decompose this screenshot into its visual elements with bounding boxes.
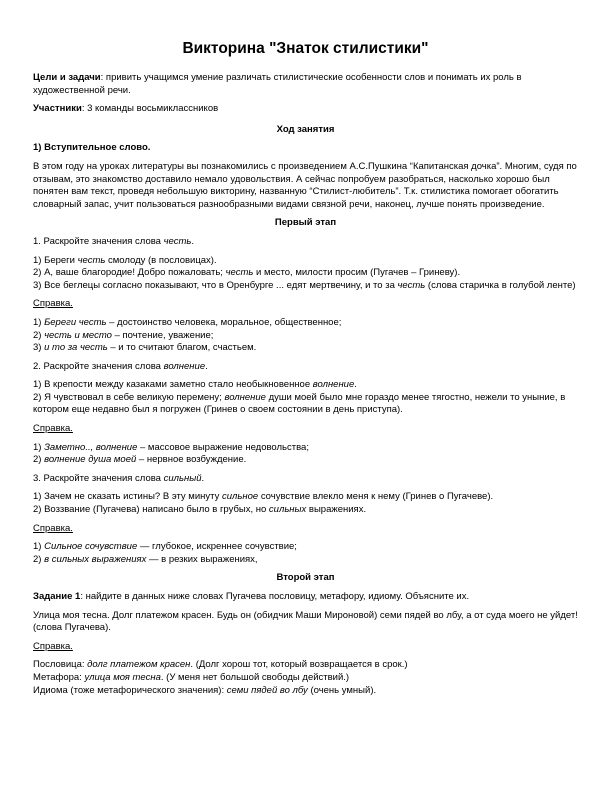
participants-text: : 3 команды восьмиклассников xyxy=(81,103,219,115)
goals-paragraph xyxy=(33,72,578,97)
task3-ref2-b: в сильных выражениях xyxy=(44,553,147,565)
task2-ex2-b: волнение xyxy=(224,391,266,403)
stage2-ans3-b: семи пядей во лбу xyxy=(226,684,308,696)
task2-ex2-a: 2) Я чувствовал в себе великую перемену; xyxy=(33,391,225,403)
task2-reference-label: Справка. xyxy=(33,423,73,435)
task1-reference xyxy=(33,317,578,355)
task3-prompt-text: 3. Раскройте значения слова xyxy=(33,472,164,484)
task3-reference xyxy=(33,541,578,566)
task1-ref2-b: честь и место xyxy=(44,329,112,341)
task2-reference xyxy=(33,442,578,467)
task1-ref1-a: 1) xyxy=(33,316,45,328)
task2-examples xyxy=(33,379,578,417)
task3-ref1-b: Сильное сочувствие xyxy=(44,541,138,553)
stage2-ans1-c: . (Долг хорош тот, который возвращается в срок.) xyxy=(190,659,408,671)
task2-ref2-c: – нервное возбуждение. xyxy=(136,454,247,466)
task1-ex2-b: честь xyxy=(225,267,254,279)
task2-ref2-b: волнение душа моей xyxy=(44,454,137,466)
task3-ref1-a: 1) xyxy=(33,541,45,553)
stage2-reference xyxy=(33,659,578,697)
task1-ex2-a: 2) А, ваше благородие! Добро пожаловать; xyxy=(33,267,226,279)
stage2-task-label: Задание 1 xyxy=(33,591,81,602)
page-title: Викторина "Знаток стилистики" xyxy=(182,40,429,57)
goals-label: Цели и задачи xyxy=(33,72,101,83)
task3-ref2-c: — в резких выражениях, xyxy=(146,553,258,565)
task3-ex2-c: выражениях. xyxy=(306,504,367,516)
task1-ref3-b: и то за честь xyxy=(44,342,108,354)
task1-word: честь xyxy=(163,235,192,247)
task1-ref2-a: 2) xyxy=(33,329,45,341)
stage2-reference-label: Справка. xyxy=(33,640,73,652)
task1-ex3-a: 3) Все беглецы согласно показывают, что в Оренбурге ... едят мертвечину, и то за xyxy=(33,279,398,291)
task1-ref2-c: – почтение, уважение; xyxy=(111,329,214,341)
task1-ex3-b: честь xyxy=(397,279,426,291)
task2-ref1-c: – массовое выражение недовольства; xyxy=(137,441,309,453)
task3-examples xyxy=(33,491,578,516)
task2-ex2-c: души моей было мне гораздо менее тягостно, нежели то уныние, в котором еще недавно был я погружен (Гринев о своем состоянии в день приступа). xyxy=(33,391,566,416)
intro-heading: 1) Вступительное слово. xyxy=(33,142,151,154)
task3-ex1-b: сильное xyxy=(222,491,259,503)
task1-ref1-b: Береги честь xyxy=(44,316,107,328)
stage2-ans1-b: долг платежом красен xyxy=(87,659,191,671)
task1-ref3-c: – и то считают благом, счастьем. xyxy=(107,342,257,354)
task1-examples xyxy=(33,255,578,293)
task1-ref3-a: 3) xyxy=(33,342,45,354)
task1-prompt xyxy=(33,236,578,249)
task1-reference-label: Справка. xyxy=(33,298,73,310)
intro-text: В этом году на уроках литературы вы познакомились с произведением А.С.Пушкина “Капитанская дочка”. Многим, судя по отзывам, это знакомство доставило немало удовольствия. А сейчас попробуем разобраться, насколько хорошо был понятен вам текст, проведя небольшую викторину, названную “Стилист-любитель”. Т.к. стилистика помогает обогатить словарный запас, учит пользоваться разнообразными видами связной речи, наконец, лучше понять произведение. xyxy=(33,160,577,210)
task3-dot: . xyxy=(201,472,205,484)
goals-text: : привить учащимся умение различать стилистические особенности слов и понимать их роль в художественной речи. xyxy=(33,72,522,96)
task2-prompt-text: 2. Раскройте значения слова xyxy=(33,360,164,372)
stage2-ans3-c: (очень умный). xyxy=(307,684,377,696)
stage2-heading: Второй этап xyxy=(276,572,335,584)
task2-ref2-a: 2) xyxy=(33,454,45,466)
task2-prompt xyxy=(33,361,578,374)
task3-reference-label: Справка. xyxy=(33,522,73,534)
task2-ref1-b: Заметно.., волнение xyxy=(44,441,138,453)
task1-ex1-c: смолоду (в пословицах). xyxy=(105,254,217,266)
stage2-ans2-a: Метафора: xyxy=(33,671,85,683)
task2-ref1-a: 1) xyxy=(33,441,45,453)
stage1-heading: Первый этап xyxy=(274,217,337,229)
task3-prompt xyxy=(33,473,578,486)
stage2-task xyxy=(33,591,578,604)
task1-ex3-c: (слова старичка в голубой ленте) xyxy=(425,279,576,291)
task1-ex1-a: 1) Береги xyxy=(33,254,78,266)
task3-ex2-b: сильных xyxy=(268,504,307,516)
task2-dot: . xyxy=(205,360,208,372)
course-heading: Ход занятия xyxy=(276,123,335,135)
task3-word: сильный xyxy=(163,472,202,484)
task3-ex1-a: 1) Зачем не сказать истины? В эту минуту xyxy=(33,491,222,503)
task2-ex1-b: волнение xyxy=(312,379,355,391)
task1-ref1-c: – достоинство человека, моральное, общественное; xyxy=(106,316,342,328)
stage2-quote: Улица моя тесна. Долг платежом красен. Будь он (обидчик Маши Мироновой) семи пядей во лбу, а от суда моего не уйдет! (слова Пугачева). xyxy=(33,609,578,634)
task1-ex1-b: честь xyxy=(77,254,106,266)
stage2-ans1-a: Пословица: xyxy=(33,659,88,671)
task1-prompt-text: 1. Раскройте значения слова xyxy=(33,235,164,247)
participants-label: Участники xyxy=(33,103,82,115)
task1-dot: . xyxy=(191,235,195,247)
task3-ref2-a: 2) xyxy=(33,553,45,565)
stage2-ans2-c: . (У меня нет большой свободы действий.) xyxy=(160,671,350,683)
stage2-task-text: : найдите в данных ниже словах Пугачева пословицу, метафору, идиому. Объясните их. xyxy=(80,591,470,602)
task1-ex2-c: и место, милости просим (Пугачев – Гриневу). xyxy=(253,267,461,279)
task2-ex1-c: . xyxy=(354,379,357,391)
stage2-ans2-b: улица моя тесна xyxy=(84,671,161,683)
task3-ex2-a: 2) Воззвание (Пугачева) написано было в грубых, но xyxy=(33,504,269,516)
stage2-ans3-a: Идиома (тоже метафорического значения): xyxy=(33,684,227,696)
participants-paragraph xyxy=(33,103,578,116)
document-page xyxy=(33,40,578,703)
task3-ex1-c: сочувствие влекло меня к нему (Гринев о Пугачеве). xyxy=(258,491,494,503)
task3-ref1-c: — глубокое, искреннее сочувствие; xyxy=(137,541,297,553)
task2-ex1-a: 1) В крепости между казаками заметно стало необыкновенное xyxy=(33,379,313,391)
task2-word: волнение xyxy=(163,360,206,372)
